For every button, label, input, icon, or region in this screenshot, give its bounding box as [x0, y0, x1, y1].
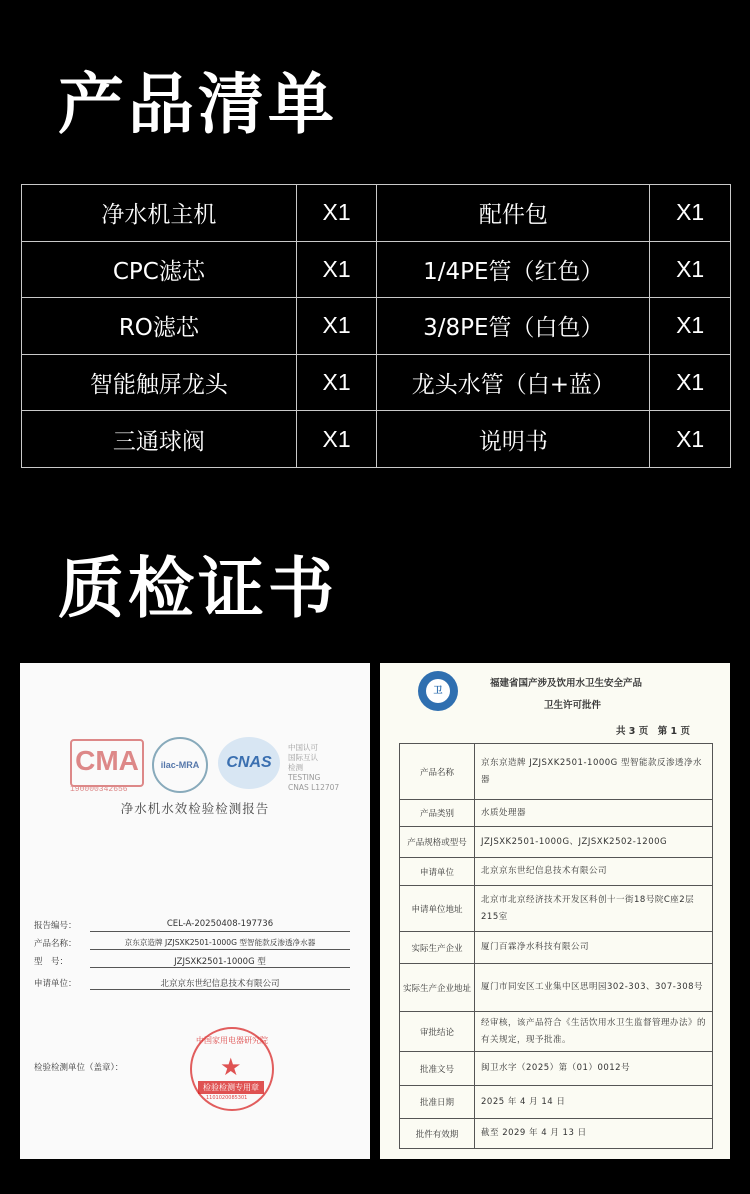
permit-key: 实际生产企业: [400, 932, 475, 964]
field-value: 北京京东世纪信息技术有限公司: [160, 979, 280, 989]
permit-key: 产品名称: [400, 744, 475, 800]
quality-cert-title: 质检证书: [58, 550, 338, 627]
cnas-caption-line: TESTING: [288, 773, 321, 782]
table-row: [400, 964, 713, 1012]
item-quantity: X1: [296, 185, 377, 242]
government-seal-icon: 卫: [418, 671, 458, 711]
item-name: 智能触屏龙头: [22, 354, 297, 411]
field-label: 产品名称：: [34, 939, 77, 949]
table-row: [400, 858, 713, 886]
item-quantity: X1: [650, 185, 731, 242]
report-field: [34, 937, 316, 949]
table-row: [400, 827, 713, 858]
permit-key: 批准文号: [400, 1052, 475, 1086]
cnas-caption-line: 检测: [288, 763, 303, 772]
permit-value: 京东京造牌 JZJSXK2501-1000G 型智能款反渗透净水器: [475, 744, 713, 800]
table-row: [400, 886, 713, 932]
field-value: 京东京造牌 JZJSXK2501-1000G 型智能款反渗透净水器: [124, 938, 316, 947]
cma-logo: CMA: [70, 739, 144, 787]
inspector-label: 检验检测单位（盖章）：: [34, 1063, 124, 1073]
item-name: 龙头水管（白+蓝）: [377, 354, 650, 411]
table-row: [22, 298, 731, 355]
item-quantity: X1: [650, 411, 731, 468]
item-quantity: X1: [650, 354, 731, 411]
permit-key: 申请单位: [400, 858, 475, 886]
permit-value: 闽卫水字（2025）第（01）0012号: [475, 1052, 713, 1086]
stamp-bar-text: 检验检测专用章: [198, 1081, 264, 1094]
item-quantity: X1: [296, 241, 377, 298]
cnas-caption: [288, 743, 339, 793]
item-name: 配件包: [377, 185, 650, 242]
cma-number: 190000342656: [70, 785, 128, 794]
permit-header-line1: 福建省国产涉及饮用水卫生安全产品: [490, 678, 643, 689]
field-label: 申请单位：: [34, 979, 77, 989]
stamp-number: 1101020085301: [206, 1095, 248, 1101]
permit-page-info: 共 3 页 第 1 页: [616, 726, 690, 737]
field-value: JZJSXK2501-1000G 型: [174, 957, 266, 967]
item-name: 净水机主机: [22, 185, 297, 242]
permit-key: 批件有效期: [400, 1119, 475, 1149]
cnas-caption-line: 中国认可: [288, 743, 318, 752]
inspector-line: [34, 1061, 123, 1073]
field-value: CEL-A-20250408-197736: [166, 919, 274, 929]
permit-value: 经审核，该产品符合《生活饮用水卫生监督管理办法》的有关规定，现予批准。: [475, 1012, 713, 1052]
table-row: [400, 800, 713, 827]
table-row: [400, 932, 713, 964]
official-stamp: [190, 1027, 274, 1111]
accreditation-logos: [70, 737, 350, 797]
item-quantity: X1: [650, 298, 731, 355]
permit-key: 产品类别: [400, 800, 475, 827]
permit-header-line2: 卫生许可批件: [544, 700, 602, 711]
field-label: 型 号：: [34, 957, 69, 967]
permit-value: 2025 年 4 月 14 日: [475, 1086, 713, 1119]
report-title: 净水机水效检验检测报告: [120, 801, 270, 816]
permit-value: JZJSXK2501-1000G、JZJSXK2502-1200G: [475, 827, 713, 858]
permit-value: 截至 2029 年 4 月 13 日: [475, 1119, 713, 1149]
permit-key: 审批结论: [400, 1012, 475, 1052]
table-row: [400, 1012, 713, 1052]
item-name: 3/8PE管（白色）: [377, 298, 650, 355]
permit-key: 实际生产企业地址: [400, 964, 475, 1012]
cnas-logo: CNAS: [218, 737, 280, 789]
permit-value: 北京市北京经济技术开发区科创十一街18号院C座2层215室: [475, 886, 713, 932]
permit-key: 申请单位地址: [400, 886, 475, 932]
permit-value: 厦门百霖净水科技有限公司: [475, 932, 713, 964]
table-row: [400, 1119, 713, 1149]
report-field: [34, 919, 274, 931]
table-row: [400, 744, 713, 800]
permit-key: 产品规格或型号: [400, 827, 475, 858]
hygiene-permit-document: [380, 663, 730, 1159]
item-name: 说明书: [377, 411, 650, 468]
table-row: [22, 185, 731, 242]
item-quantity: X1: [296, 354, 377, 411]
product-list-title: 产品清单: [58, 66, 338, 143]
item-name: CPC滤芯: [22, 241, 297, 298]
permit-value: 厦门市同安区工业集中区思明园302-303、307-308号: [475, 964, 713, 1012]
report-field: [34, 977, 280, 989]
item-quantity: X1: [650, 241, 731, 298]
stamp-arc-text: 中国家用电器研究院: [196, 1036, 268, 1045]
item-quantity: X1: [296, 411, 377, 468]
item-name: 三通球阀: [22, 411, 297, 468]
item-name: RO滤芯: [22, 298, 297, 355]
cnas-caption-line: CNAS L12707: [288, 783, 340, 792]
cnas-caption-line: 国际互认: [288, 753, 318, 762]
field-label: 报告编号：: [34, 921, 77, 931]
table-row: [22, 411, 731, 468]
product-list-table: [21, 184, 731, 468]
star-icon: ★: [220, 1053, 242, 1081]
item-quantity: X1: [296, 298, 377, 355]
table-row: [22, 354, 731, 411]
permit-key: 批准日期: [400, 1086, 475, 1119]
permit-table: [399, 743, 713, 1149]
item-name: 1/4PE管（红色）: [377, 241, 650, 298]
report-field: [34, 955, 266, 967]
ilac-mra-logo: ilac-MRA: [152, 737, 208, 793]
table-row: [22, 241, 731, 298]
table-row: [400, 1086, 713, 1119]
permit-value: 北京京东世纪信息技术有限公司: [475, 858, 713, 886]
permit-value: 水质处理器: [475, 800, 713, 827]
test-report-document: [20, 663, 370, 1159]
table-row: [400, 1052, 713, 1086]
